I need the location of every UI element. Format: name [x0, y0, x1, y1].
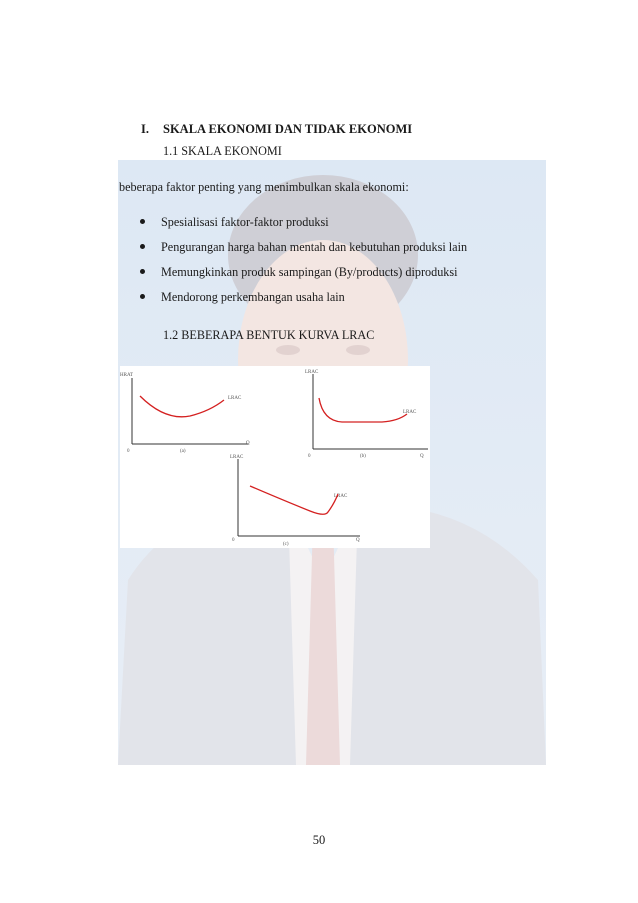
list-item-text: Spesialisasi faktor-faktor produksi: [161, 215, 329, 229]
list-item-text: Mendorong perkembangan usaha lain: [161, 290, 345, 304]
y-axis-label: LRAC: [230, 455, 244, 460]
subsection-heading-1: 1.1 SKALA EKONOMI: [163, 144, 282, 158]
list-item: [140, 265, 467, 290]
origin-label: 0: [232, 538, 235, 543]
lrac-graph-b: [305, 370, 428, 459]
lrac-graphs-figure: [120, 366, 430, 548]
list-item: [140, 240, 467, 265]
list-item: [140, 290, 467, 315]
intro-text: beberapa faktor penting yang menimbulkan skala ekonomi:: [119, 180, 409, 194]
bullet-icon: [140, 219, 145, 224]
lrac-curve: [140, 396, 224, 417]
factor-list: [140, 215, 467, 315]
lrac-curve: [250, 486, 338, 514]
x-axis-end-label: Q: [246, 441, 250, 446]
section-number: I.: [141, 122, 149, 136]
x-axis-label: (c): [283, 542, 289, 547]
section-heading: [141, 122, 412, 136]
origin-label: 0: [127, 449, 130, 454]
lrac-graph-a: [120, 373, 250, 454]
list-item: [140, 215, 467, 240]
x-axis-label: (a): [180, 449, 186, 454]
y-axis-label: LRAC: [305, 370, 319, 375]
curve-label: LRAC: [403, 410, 417, 415]
page-number: 50: [312, 833, 326, 847]
origin-label: 0: [308, 454, 311, 459]
curve-label: LRAC: [334, 494, 348, 499]
x-axis-end-label: Q: [420, 454, 424, 459]
curve-label: LRAC: [228, 396, 242, 401]
y-axis-label: HRAT: [120, 373, 134, 378]
list-item-text: Memungkinkan produk sampingan (By/products) diproduksi: [161, 265, 458, 279]
bullet-icon: [140, 269, 145, 274]
x-axis-label: (b): [360, 454, 366, 459]
subsection-heading-2: 1.2 BEBERAPA BENTUK KURVA LRAC: [163, 328, 375, 342]
section-title: SKALA EKONOMI DAN TIDAK EKONOMI: [163, 122, 413, 136]
lrac-graph-c: [230, 455, 360, 547]
bullet-icon: [140, 294, 145, 299]
bullet-icon: [140, 244, 145, 249]
x-axis-end-label: Q: [356, 538, 360, 543]
list-item-text: Pengurangan harga bahan mentah dan kebutuhan produksi lain: [161, 240, 468, 254]
lrac-curve: [319, 398, 407, 422]
